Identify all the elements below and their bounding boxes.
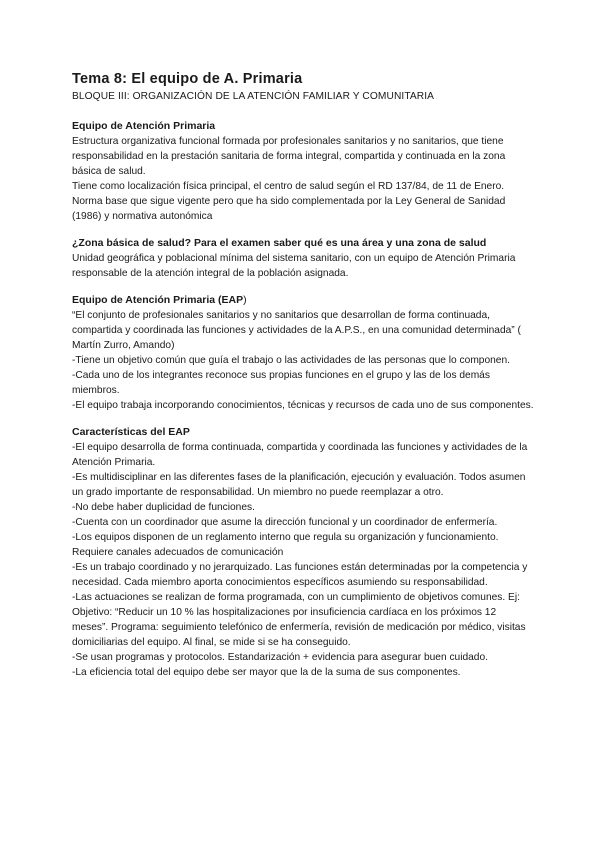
section-heading-suffix: ): [243, 294, 247, 306]
section-heading: ¿Zona básica de salud? Para el examen saber qué es una área y una zona de salud: [72, 237, 487, 249]
paragraph: “El conjunto de profesionales sanitarios y no sanitarios que desarrollan de forma continuada, compartida y coordinada las funciones y actividades de la A.P.S., en una comunidad determinada” ( Martín Zurro, Amando): [72, 310, 521, 351]
paragraph: -No debe haber duplicidad de funciones.: [72, 502, 255, 513]
paragraph: -Es multidisciplinar en las diferentes fases de la planificación, ejecución y evaluación. Todos asumen un grado importante de responsabilidad. Un miembro no puede reemplazar a otro.: [72, 472, 526, 498]
paragraph: -Tiene un objetivo común que guía el trabajo o las actividades de las personas que lo componen.: [72, 355, 510, 366]
paragraph: -El equipo desarrolla de forma continuada, compartida y coordinada las funciones y actividades de la Atención Primaria.: [72, 442, 528, 468]
section-equipo-atencion-primaria: [72, 119, 534, 224]
document-subtitle: BLOQUE III: ORGANIZACIÓN DE LA ATENCIÓN FAMILIAR Y COMUNITARIA: [72, 91, 435, 102]
section-heading: [72, 293, 534, 308]
paragraph: Unidad geográfica y poblacional mínima del sistema sanitario, con un equipo de Atención Primaria responsable de la atención integral de la población asignada.: [72, 253, 516, 279]
section-heading: Características del EAP: [72, 426, 190, 438]
paragraph: -Las actuaciones se realizan de forma programada, con un cumplimiento de objetivos comunes. Ej: Objetivo: “Reducir un 10 % las hospitalizaciones por insuficiencia cardíaca en los próximos 12 meses”. Programa: seguimiento telefónico de enfermería, revisión de medicación por médico, visitas domiciliarias del equipo. Al final, se mide si se ha conseguido.: [72, 592, 526, 648]
section-eap-definicion: [72, 293, 534, 413]
document-content: [72, 71, 534, 680]
paragraph: Estructura organizativa funcional formada por profesionales sanitarios y no sanitarios, que tiene responsabilidad en la prestación sanitaria de forma integral, compartida y continuada en la zona básica de salud.: [72, 136, 506, 177]
paragraph: -Cada uno de los integrantes reconoce sus propias funciones en el grupo y las de los demás miembros.: [72, 370, 490, 396]
section-heading: Equipo de Atención Primaria: [72, 120, 216, 132]
paragraph: -Los equipos disponen de un reglamento interno que regula su organización y funcionamiento. Requiere canales adecuados de comunicación: [72, 532, 499, 558]
paragraph: -Es un trabajo coordinado y no jerarquizado. Las funciones están determinadas por la competencia y necesidad. Cada miembro aporta conocimientos específicos asumiendo su responsabilidad.: [72, 562, 528, 588]
document-title: Tema 8: El equipo de A. Primaria: [72, 71, 303, 87]
paragraph: -Se usan programas y protocolos. Estandarización + evidencia para asegurar buen cuidado.: [72, 652, 488, 663]
section-caracteristicas-eap: [72, 425, 534, 680]
section-heading-text: Equipo de Atención Primaria (EAP: [72, 294, 244, 306]
paragraph: Tiene como localización física principal, el centro de salud según el RD 137/84, de 11 de Enero.: [72, 181, 505, 192]
paragraph: -Cuenta con un coordinador que asume la dirección funcional y un coordinador de enfermería.: [72, 517, 498, 528]
section-zona-basica-salud: [72, 236, 534, 281]
paragraph: -La eficiencia total del equipo debe ser mayor que la de la suma de sus componentes.: [72, 667, 461, 678]
paragraph: -El equipo trabaja incorporando conocimientos, técnicas y recursos de cada uno de sus componentes.: [72, 400, 534, 411]
paragraph: Norma base que sigue vigente pero que ha sido complementada por la Ley General de Sanidad (1986) y normativa autonómica: [72, 196, 506, 222]
